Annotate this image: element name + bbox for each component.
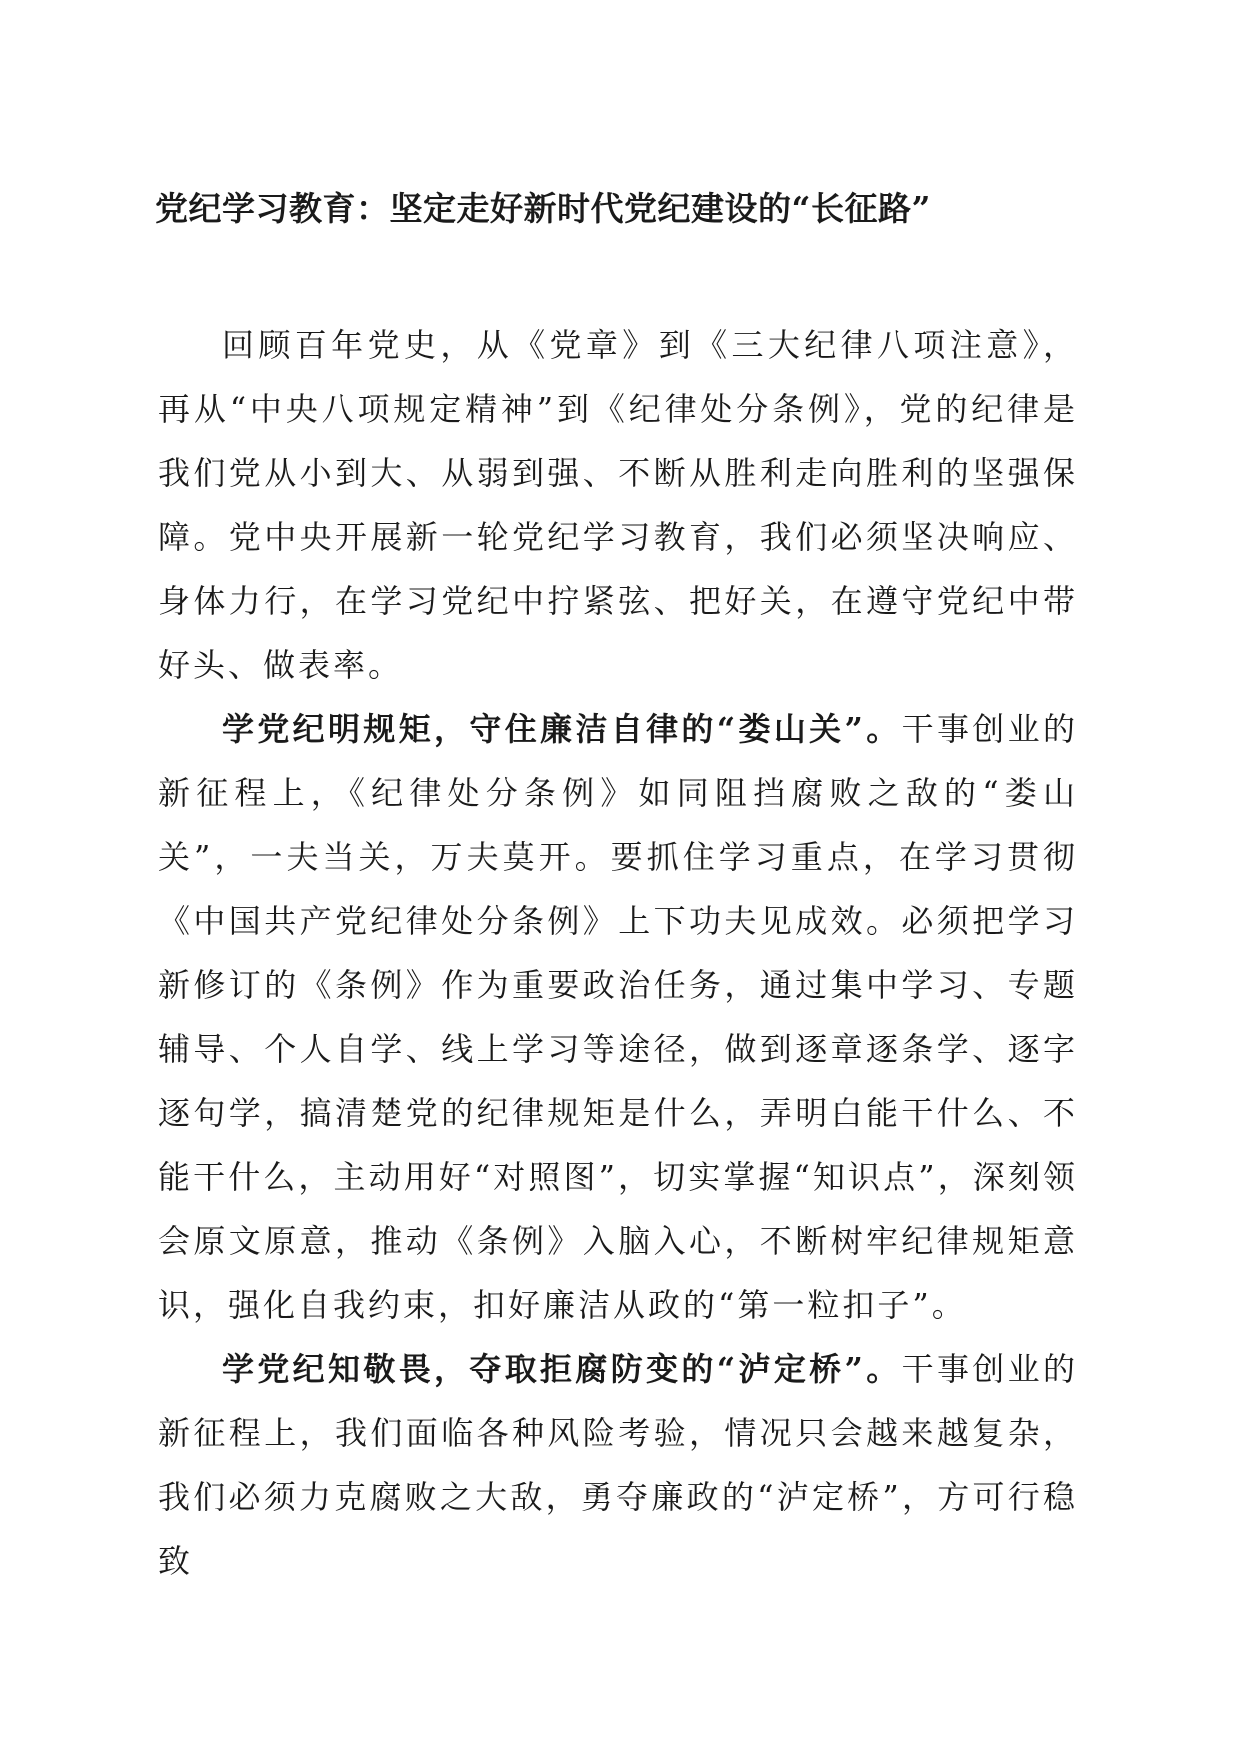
paragraph-intro [158,313,1078,697]
document-title: 党纪学习教育：坚定走好新时代党纪建设的“长征路” [155,189,931,228]
paragraph-loushanguan [158,697,1078,1337]
paragraph-ludingqiao [158,1337,1078,1593]
paragraph-lead: 学党纪知敬畏，夺取拒腐防变的“泸定桥”。 [222,1350,902,1388]
paragraph-text: 干事创业的新征程上，我们面临各种风险考验，情况只会越来越复杂，我们必须力克腐败之大敌，勇夺廉政的“泸定桥”，方可行稳致 [158,1350,1078,1580]
paragraph-text: 干事创业的新征程上，《纪律处分条例》如同阻挡腐败之敌的“娄山关”，一夫当关，万夫莫开。要抓住学习重点，在学习贯彻《中国共产党纪律处分条例》上下功夫见成效。必须把学习新修订的《条例》作为重要政治任务，通过集中学习、专题辅导、个人自学、线上学习等途径，做到逐章逐条学、逐字逐句学，搞清楚党的纪律规矩是什么，弄明白能干什么、不能干什么，主动用好“对照图”，切实掌握“知识点”，深刻领会原文原意，推动《条例》入脑入心，不断树牢纪律规矩意识，强化自我约束，扣好廉洁从政的“第一粒扣子”。 [158,710,1078,1324]
document-body [158,313,1078,1593]
paragraph-text: 回顾百年党史，从《党章》到《三大纪律八项注意》，再从“中央八项规定精神”到《纪律处分条例》，党的纪律是我们党从小到大、从弱到强、不断从胜利走向胜利的坚强保障。党中央开展新一轮党纪学习教育，我们必须坚决响应、身体力行，在学习党纪中拧紧弦、把好关，在遵守党纪中带好头、做表率。 [158,326,1078,684]
paragraph-lead: 学党纪明规矩，守住廉洁自律的“娄山关”。 [222,710,902,748]
